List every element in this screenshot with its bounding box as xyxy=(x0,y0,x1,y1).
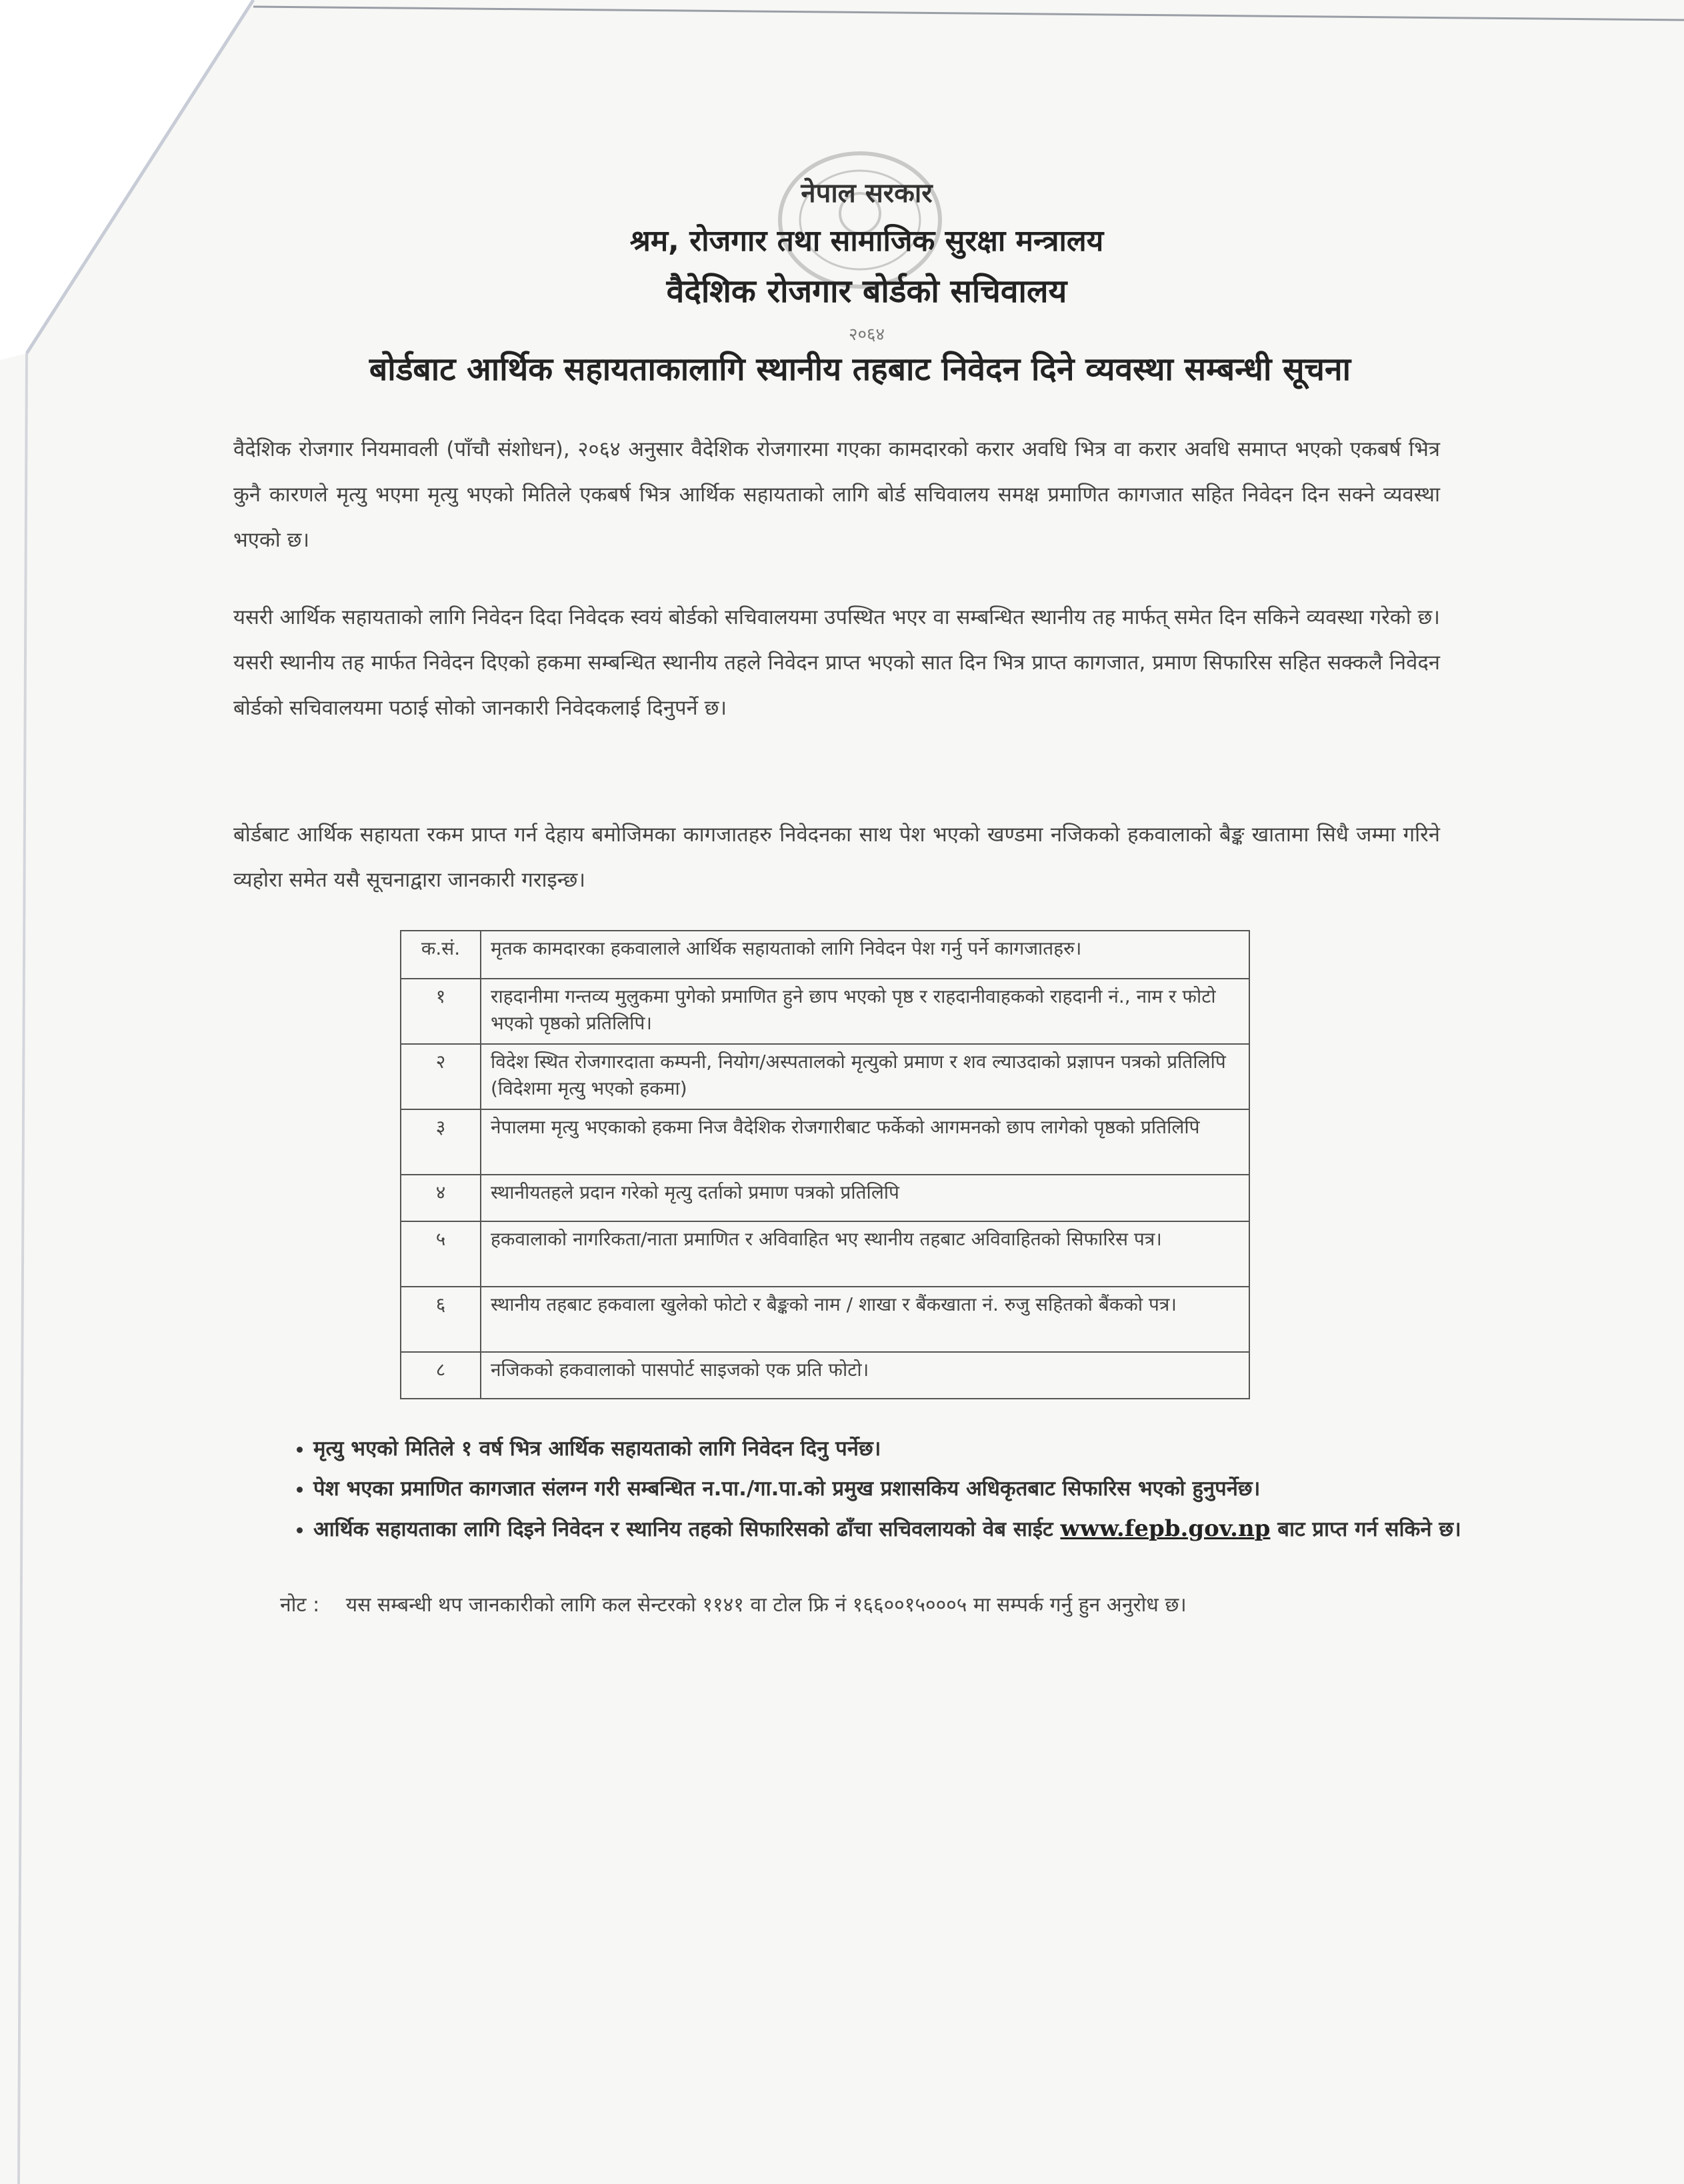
bullet-item-3 xyxy=(313,1513,1493,1545)
row-text: राहदानीमा गन्तव्य मुलुकमा पुगेको प्रमाणित हुने छाप भएको पृष्ठ र राहदानीवाहकको राहदानी नं., नाम र फोटो भएको पृष्ठको प्रतिलिपि। xyxy=(481,979,1249,1044)
table-row xyxy=(401,979,1249,1044)
row-number: ४ xyxy=(401,1175,481,1221)
table-row xyxy=(401,1221,1249,1287)
paragraph-1: वैदेशिक रोजगार नियमावली (पाँचौ संशोधन), २०६४ अनुसार वैदेशिक रोजगारमा गएका कामदारको करार अवधि भित्र वा करार अवधि समाप्त भएको एकबर्ष भित्र कुनै कारणले मृत्यु भएमा मृत्यु भएको मितिले एकबर्ष भित्र आर्थिक सहायताको लागि बोर्ड सचिवालय समक्ष प्रमाणित कागजात सहित निवेदन दिन सक्ने व्यवस्था भएको छ। xyxy=(233,437,1440,552)
bullet-3-text-before: आर्थिक सहायताका लागि दिइने निवेदन र स्थानिय तहको सिफारिसको ढाँचा सचिवलायको वेब साईट xyxy=(313,1517,1053,1541)
row-text: विदेश स्थित रोजगारदाता कम्पनी, नियोग/अस्पतालको मृत्युको प्रमाण र शव ल्याउदाको प्रज्ञापन पत्रको प्रतिलिपि (विदेशमा मृत्यु भएको हकमा) xyxy=(481,1044,1249,1109)
website-link[interactable]: www.fepb.gov.np xyxy=(1060,1515,1271,1542)
letterhead xyxy=(467,173,1267,345)
secretariat-name: वैदेशिक रोजगार बोर्डको सचिवालय xyxy=(666,273,1067,310)
row-text: स्थानीय तहबाट हकवाला खुलेको फोटो र बैङ्कको नाम / शाखा र बैंकखाता नं. रुजु सहितको बैंकको पत्र। xyxy=(481,1287,1249,1352)
ministry-name: श्रम, रोजगार तथा सामाजिक सुरक्षा मन्त्रालय xyxy=(629,224,1104,258)
row-text: हकवालाको नागरिकता/नाता प्रमाणित र अविवाहित भए स्थानीय तहबाट अविवाहितको सिफारिस पत्र। xyxy=(481,1221,1249,1287)
notice-title: बोर्डबाट आर्थिक सहायताकालागि स्थानीय तहबाट निवेदन दिने व्यवस्था सम्बन्धी सूचना xyxy=(369,351,1351,388)
government-name: नेपाल सरकार xyxy=(801,178,933,209)
header-documents: मृतक कामदारका हकवालाले आर्थिक सहायताको लागि निवेदन पेश गर्नु पर्ने कागजातहरु। xyxy=(481,931,1249,979)
row-number: ८ xyxy=(401,1352,481,1399)
row-number: ३ xyxy=(401,1109,481,1175)
documents-table xyxy=(400,930,1250,1399)
row-text: नेपालमा मृत्यु भएकाको हकमा निज वैदेशिक रोजगारीबाट फर्केको आगमनको छाप लागेको पृष्ठको प्रतिलिपि xyxy=(481,1109,1249,1175)
row-number: ५ xyxy=(401,1221,481,1287)
table-header-row xyxy=(401,931,1249,979)
header-serial: क.सं. xyxy=(401,931,481,979)
establishment-year: २०६४ xyxy=(848,325,885,345)
row-number: १ xyxy=(401,979,481,1044)
note xyxy=(280,1590,1480,1617)
row-text: नजिकको हकवालाको पासपोर्ट साइजको एक प्रति फोटो। xyxy=(481,1352,1249,1399)
row-number: २ xyxy=(401,1044,481,1109)
bullet-3-text-after: बाट प्राप्त गर्न सकिने छ। xyxy=(1277,1517,1461,1541)
table-row xyxy=(401,1175,1249,1221)
note-label: नोट : xyxy=(280,1593,320,1617)
table-row xyxy=(401,1109,1249,1175)
bullet-item-1: • मृत्यु भएको मितिले १ वर्ष भित्र आर्थिक सहायताको लागि निवेदन दिनु पर्नेछ। xyxy=(313,1433,1493,1464)
note-text: यस सम्बन्धी थप जानकारीको लागि कल सेन्टरको ११४१ वा टोल फ्रि नं १६६००१५०००५ मा सम्पर्क गर्नु हुन अनुरोध छ। xyxy=(345,1593,1187,1617)
row-number: ६ xyxy=(401,1287,481,1352)
table-row xyxy=(401,1044,1249,1109)
bullet-list xyxy=(267,1433,1493,1554)
paragraph-2: यसरी आर्थिक सहायताको लागि निवेदन दिदा निवेदक स्वयं बोर्डको सचिवालयमा उपस्थित भएर वा सम्बन्धित स्थानीय तह मार्फत् समेत दिन सकिने व्यवस्था गरेको छ। यसरी स्थानीय तह मार्फत निवेदन दिएको हकमा सम्बन्धित स्थानीय तहले निवेदन प्राप्त भएको सात दिन भित्र प्राप्त कागजात, प्रमाण सिफारिस सहित सक्कलै निवेदन बोर्डको सचिवालयमा पठाई सोको जानकारी निवेदकलाई दिनुपर्ने छ। xyxy=(233,605,1440,720)
paragraph-3: बोर्डबाट आर्थिक सहायता रकम प्राप्त गर्न देहाय बमोजिमका कागजातहरु निवेदनका साथ पेश भएको खण्डमा नजिकको हकवालाको बैङ्क खातामा सिधै जम्मा गरिने व्यहोरा समेत यसै सूचनाद्वारा जानकारी गराइन्छ। xyxy=(233,823,1440,892)
table-row xyxy=(401,1352,1249,1399)
table-row xyxy=(401,1287,1249,1352)
bullet-item-2: • पेश भएका प्रमाणित कागजात संलग्न गरी सम्बन्धित न.पा./गा.पा.को प्रमुख प्रशासकिय अधिकृतबाट सिफारिस भएको हुनुपर्नेछ। xyxy=(313,1473,1493,1504)
row-text: स्थानीयतहले प्रदान गरेको मृत्यु दर्ताको प्रमाण पत्रको प्रतिलिपि xyxy=(481,1175,1249,1221)
